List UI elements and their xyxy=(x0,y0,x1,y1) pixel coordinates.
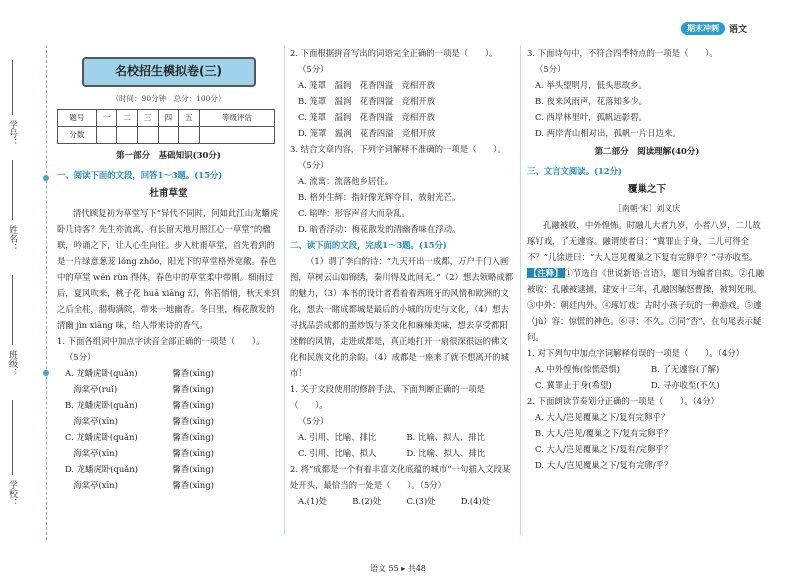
option-text: A. 中外惶怖(惊慌恐惧) xyxy=(535,364,620,374)
question-5: 2. 将“成都是一个有着丰富文化底蕴的城市”一句插入文段某处开头，最恰当的一处是（ ）。（5分） xyxy=(290,464,511,490)
option-text: 馨香(xīng) xyxy=(172,368,214,378)
passage-text: （1）谓了李白的诗：“九天开出一成都，万户千门入画图，草树云山如锦绣，秦川得及此间无。”（2）想去领略成都的魅力，（3）本书的设计者看着着西班牙的风情和欧洲的文化，想去一睹成都城是最后的小城的历史与文化，（4）想去寻找品尝成都的蛋炒饭与茶文化和麻辣美味，想去享受都阳迷醉的风情，走进成都是，真正地打开一扇很深很远的佛文化和民族文化的余韵。（4）成都是一座来了就不想离开的城市！ xyxy=(290,256,514,378)
page-number: 语文 55 ▸ 共48 xyxy=(370,564,427,573)
score-cell[interactable] xyxy=(199,127,274,144)
question-3-option[interactable]: D. 暗香浮动：梅花散发的清幽香味在浮动。 xyxy=(298,224,461,234)
question-3-score: （5分） xyxy=(298,160,329,170)
score-cell[interactable] xyxy=(137,127,158,144)
binding-field-school: 学校： xyxy=(7,480,17,507)
option-text: B. 比喻、拟人、排比 xyxy=(406,432,485,442)
option-text: 馨香(xīng) xyxy=(172,416,214,426)
question-3-option[interactable]: A. 流寓：流落他乡居住。 xyxy=(298,176,394,186)
score-table-value-row xyxy=(58,127,275,144)
section-2-heading: 二、读下面的文段，完成1～3题。(15分) xyxy=(290,240,447,250)
score-cell: 题号 xyxy=(58,110,97,127)
notes-text: ①节选自《世说新语·言语》，题目为编者自拟。②孔融被收：孔融被逮捕，建安十三年，孔融因触怒曹操，被判死刑。③中外：朝廷内外。④琢钉戏：古时小孩子玩的一种游戏。⑤遽（jù）容：惊慌的神色。⑥寻：不久。⑦同“否”，在句尾表示疑问。 xyxy=(527,268,764,342)
score-table-header-row xyxy=(58,110,275,127)
question-5-option-row[interactable] xyxy=(290,493,515,509)
score-cell: 三 xyxy=(137,110,158,127)
score-cell[interactable] xyxy=(179,127,200,144)
classical-text-author: ［南朝·宋］刘义庆 xyxy=(613,204,681,213)
score-cell: 五 xyxy=(179,110,200,127)
question-2-option[interactable]: C. 笼罩 温润 花香四溢 竞相开放 xyxy=(298,112,436,122)
question-2-option[interactable]: D. 笼罩 温润 花香四溢 竞相开放 xyxy=(298,128,436,138)
binding-line xyxy=(12,275,13,345)
option-text: D. 龙蟠虎卧(quǎn) xyxy=(65,464,138,474)
question-1: 1. 下面各组词中加点字读音全部正确的一项是（ ）。 xyxy=(57,336,265,346)
binding-line xyxy=(12,160,13,220)
score-cell: 等级评估 xyxy=(199,110,274,127)
essay-text: 清代顾复初为草堂写下“异代不同时，问如此江山龙蟠虎卧几诗客？先生亦流寓，有长留天地月照江心一草堂”的楹联，吟诵之下，让人心生向往。步入杜甫草堂，首先看到的是一片绿意葱茏 lǒng zhǒo，阳光下的草堂格外宽敞。春色中的草堂 wēn rùn 得体，春色中的草堂柔中带刚。细雨过后，夏风吹来，桃子花 huā xiāng 幻，你若悄悄，秋天来到之后全柱，腊梅满院，带来一地幽香。冬日里，梅花散发的清幽 jìn xiāng 味，给人带来诗的香气。 xyxy=(57,208,280,330)
score-cell: 四 xyxy=(158,110,179,127)
question-1-option-row[interactable] xyxy=(57,445,280,461)
question-2: 2. 下面根据拼音写出的词语完全正确的一项是（ ）。 xyxy=(290,48,498,58)
section-1-heading: 一、阅读下面的文段，回答1～3题。(15分) xyxy=(57,170,223,180)
question-7: 1. 对下列句中加点字词解释有误的一项是（ ）。（4分） xyxy=(527,348,744,358)
option-text: A. 引用、比喻、排比 xyxy=(298,432,377,442)
option-text: C. 龙蟠虎卧(quǎn) xyxy=(65,432,138,442)
notes-label: 【注释】 xyxy=(529,268,563,278)
binding-hole xyxy=(43,175,49,181)
classical-text: 孔融被收，中外惶怖。时融儿大者九岁，小者八岁，二儿故琢钉戏，了无遽容。融谓使者曰：“冀罪止于身，二儿可得全不？”儿徐进曰：“大人岂见覆巢之下复有完卵乎？”寻亦收至。 xyxy=(527,220,761,262)
option-text: 海棠亭(xīn) xyxy=(65,480,118,490)
option-text: D. 比喻、拟人、排比 xyxy=(406,448,486,458)
part-2-title: 第二部分 阅读理解(40分) xyxy=(594,147,700,157)
logo-subject: 语文 xyxy=(729,25,748,35)
question-1-option-row[interactable] xyxy=(57,477,280,493)
question-2-option[interactable]: A. 笼罩 温润 花香四溢 竞相开放 xyxy=(298,80,435,90)
question-8-option[interactable]: B. 大人/岂见/覆巢之下/复有完卵乎？ xyxy=(535,428,673,438)
binding-line xyxy=(12,400,13,475)
option-text: 海棠亭(xīn) xyxy=(65,416,118,426)
option-text: D. 寻亦收至(不久) xyxy=(651,380,720,390)
option-text: 馨香(xīng) xyxy=(172,480,214,490)
binding-field-student-number: 学号： xyxy=(7,120,17,147)
column-divider xyxy=(520,45,521,535)
question-4-option-row[interactable] xyxy=(290,429,515,445)
question-1-score: （5分） xyxy=(65,352,96,362)
option-text: B. 龙蟠虎卧(quǎn) xyxy=(65,400,138,410)
notes-block xyxy=(527,265,767,345)
option-text: 馨香(xīng) xyxy=(172,448,214,458)
option-text: 馨香(xīng) xyxy=(172,432,214,442)
question-3: 3. 结合文章内容，下列字词解释不准确的一项是（ ）。 xyxy=(290,144,506,154)
option-text: C. 冀罪止于身(希望) xyxy=(535,380,612,390)
score-cell[interactable] xyxy=(117,127,138,144)
part-1-title: 第一部分 基础知识(30分) xyxy=(116,151,221,161)
score-cell[interactable] xyxy=(96,127,117,144)
option-text: 馨香(xīng) xyxy=(172,384,214,394)
question-2-score: （5分） xyxy=(298,64,329,74)
binding-field-class: 班级： xyxy=(7,350,17,377)
option-text: A. 龙蟠虎卧(quǎn) xyxy=(65,368,138,378)
question-4: 1. 关于文段使用的修辞手法，下面判断正确的一项是（ ）。 xyxy=(290,384,485,410)
question-6-option[interactable]: B. 夜来风雨声，花落知多少。 xyxy=(535,96,647,106)
question-1-option-row[interactable] xyxy=(57,461,280,477)
column-2 xyxy=(290,45,515,509)
cut-line xyxy=(46,45,47,540)
question-1-option-row[interactable] xyxy=(57,413,280,429)
option-text: B. 了无遽容(了解) xyxy=(651,364,720,374)
option-text: 馨香(xīng) xyxy=(172,400,214,410)
column-divider xyxy=(284,45,285,535)
question-4-option-row[interactable] xyxy=(290,445,515,461)
option-text: B.(2)处 xyxy=(352,496,382,506)
question-6-option[interactable]: D. 两岸青山相对出，孤帆一片日边来。 xyxy=(535,128,681,138)
question-6-option[interactable]: C. 西岸林里叶，孤帆远影碧。 xyxy=(535,112,647,122)
logo-badge: 期末冲刺 xyxy=(681,22,725,35)
score-cell[interactable] xyxy=(158,127,179,144)
section-3-heading: 三、文言文阅读。(12分) xyxy=(527,166,622,176)
question-8: 2. 下面朗读节奏划分正确的一项是（ ）。（4分） xyxy=(527,396,719,406)
binding-field-name: 姓名： xyxy=(7,225,17,252)
question-6-option[interactable]: A. 举头望明月，低头思故乡。 xyxy=(535,80,647,90)
question-7-option-row[interactable] xyxy=(527,377,767,393)
classical-text-title: 覆巢之下 xyxy=(627,184,666,195)
question-8-option[interactable]: C. 大人/岂见覆巢之下/复有/完卵乎？ xyxy=(535,444,673,454)
question-1-option-row[interactable] xyxy=(57,365,280,381)
binding-line xyxy=(12,60,13,115)
exam-subtitle: （时间：90分钟 总分：100分） xyxy=(111,94,226,103)
score-table xyxy=(57,109,275,144)
exam-title: 名校招生模拟卷(三) xyxy=(82,57,256,87)
question-1-option-row[interactable] xyxy=(57,397,280,413)
question-6: 3. 下面诗句中，不符合四季特点的一项是（ ）。 xyxy=(527,48,718,58)
question-8-option[interactable]: D. 大人/岂见覆巢之下/复有完卵/乎？ xyxy=(535,460,673,470)
score-cell: 二 xyxy=(117,110,138,127)
option-text: D.(4)处 xyxy=(460,496,491,506)
question-8-option[interactable]: A. 大人/岂见覆巢之下/复有完卵乎？ xyxy=(535,412,670,422)
question-7-option-row[interactable] xyxy=(527,361,767,377)
question-3-option[interactable]: C. 暗哗：形容声音大而杂乱。 xyxy=(298,208,410,218)
option-text: C.(3)处 xyxy=(406,496,436,506)
question-1-option-row[interactable] xyxy=(57,429,280,445)
question-2-option[interactable]: B. 笼罩 温润 花香四溢 竞相开放 xyxy=(298,96,436,106)
option-text: 海棠亭(ruǐ) xyxy=(65,384,118,394)
header-logo xyxy=(681,22,747,35)
binding-hole xyxy=(43,370,49,376)
question-1-option-row[interactable] xyxy=(57,381,280,397)
score-cell: 分数 xyxy=(58,127,97,144)
option-text: 馨香(xīng) xyxy=(172,464,214,474)
column-3 xyxy=(527,45,767,473)
question-6-score: （5分） xyxy=(535,64,566,74)
essay-title: 杜甫草堂 xyxy=(149,188,188,199)
question-4-score: （5分） xyxy=(298,416,329,426)
option-text: 海棠亭(xīn) xyxy=(65,448,118,458)
column-1 xyxy=(57,45,280,493)
score-cell: 一 xyxy=(96,110,117,127)
option-text: A.(1)处 xyxy=(298,496,327,506)
option-text: C. 引用、比喻、拟人 xyxy=(298,448,377,458)
question-3-option[interactable]: B. 格外生辉：指好像光辉夺目，放射光芒。 xyxy=(298,192,461,202)
